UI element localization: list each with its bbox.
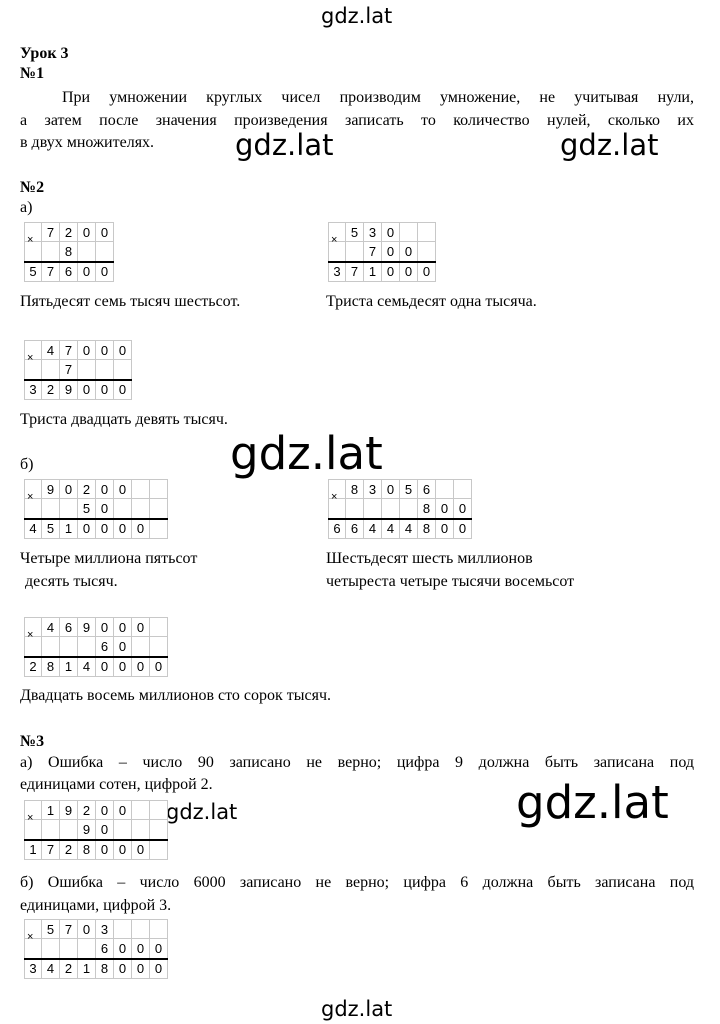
digit-cell: 0	[114, 800, 132, 820]
digit-cell: 0	[114, 840, 132, 860]
multiply-sign: ×	[331, 491, 338, 503]
calc-2b-2-words-line2: четыреста четыре тысячи восемьсот	[326, 573, 575, 590]
digit-cell: 0	[96, 499, 114, 519]
digit-cell: 7	[346, 262, 364, 282]
digit-cell: 5	[42, 919, 60, 939]
digit-cell: 0	[382, 262, 400, 282]
task3-a-line1: а) Ошибка – число 90 записано не верно; цифра 9 должна быть записана под	[20, 754, 694, 771]
calc-2a-1	[24, 222, 114, 282]
digit-cell: 0	[400, 242, 418, 262]
digit-cell: 0	[132, 959, 150, 979]
task1-line2: а затем после значения произведения записать то количество нулей, сколько их	[20, 112, 694, 129]
digit-cell: 2	[78, 479, 96, 499]
digit-cell	[114, 499, 132, 519]
digit-cell: 2	[42, 380, 60, 400]
digit-cell: 5	[346, 222, 364, 242]
calc-2a-3-words: Триста двадцать девять тысяч.	[20, 411, 228, 428]
digit-cell: 0	[150, 959, 168, 979]
task3-b-line2: единицами, цифрой 3.	[20, 897, 172, 914]
result-rule	[24, 656, 168, 658]
digit-cell: 4	[78, 657, 96, 677]
lesson-title: Урок 3	[20, 45, 69, 62]
watermark-mid-right: gdz.lat	[560, 128, 659, 162]
result-rule	[24, 261, 114, 263]
digit-cell: 0	[436, 499, 454, 519]
calc-2b-2	[328, 479, 472, 539]
digit-cell: 9	[78, 820, 96, 840]
digit-cell: 0	[132, 617, 150, 637]
digit-cell	[150, 919, 168, 939]
calc-2b-3-words: Двадцать восемь миллионов сто сорок тысяч.	[20, 687, 332, 704]
digit-cell: 1	[60, 657, 78, 677]
digit-cell: 0	[96, 380, 114, 400]
watermark-small-inline: gdz.lat	[166, 800, 238, 824]
digit-cell: 0	[436, 519, 454, 539]
result-rule	[328, 261, 436, 263]
task3-b-line1: б) Ошибка – число 6000 записано не верно; цифра 6 должна быть записана под	[20, 874, 694, 891]
digit-cell: 7	[42, 222, 60, 242]
digit-cell: 0	[96, 262, 114, 282]
digit-cell: 0	[400, 262, 418, 282]
digit-cell: 2	[60, 959, 78, 979]
digit-cell	[60, 939, 78, 959]
digit-cell	[150, 479, 168, 499]
digit-cell: 0	[114, 657, 132, 677]
digit-cell: 1	[42, 800, 60, 820]
digit-cell	[78, 939, 96, 959]
digit-cell	[150, 820, 168, 840]
digit-cell	[78, 242, 96, 262]
result-rule	[328, 518, 472, 520]
digit-cell	[42, 637, 60, 657]
digit-cell: 8	[78, 840, 96, 860]
calc-3b	[24, 919, 168, 979]
calc-2a-3	[24, 340, 132, 400]
digit-cell	[382, 499, 400, 519]
digit-cell	[60, 637, 78, 657]
digit-cell: 0	[114, 637, 132, 657]
digit-cell: 0	[132, 939, 150, 959]
digit-cell: 0	[114, 617, 132, 637]
digit-cell	[114, 820, 132, 840]
result-rule	[24, 518, 168, 520]
digit-cell	[42, 939, 60, 959]
digit-cell	[42, 820, 60, 840]
digit-cell: 7	[364, 242, 382, 262]
digit-cell: 7	[60, 340, 78, 360]
digit-cell: 5	[400, 479, 418, 499]
digit-cell	[132, 820, 150, 840]
digit-cell: 0	[78, 919, 96, 939]
digit-cell: 1	[364, 262, 382, 282]
task1-line1: При умножении круглых чисел производим умножение, не учитывая нули,	[62, 89, 694, 106]
digit-cell: 0	[382, 479, 400, 499]
digit-cell: 3	[96, 919, 114, 939]
digit-cell: 4	[400, 519, 418, 539]
multiply-sign: ×	[27, 931, 34, 943]
digit-cell	[96, 242, 114, 262]
calc-2b-3	[24, 617, 168, 677]
digit-cell: 7	[42, 262, 60, 282]
calc-2b-1-words-line1: Четыре миллиона пятьсот	[20, 550, 198, 567]
digit-cell	[436, 479, 454, 499]
digit-cell: 8	[418, 519, 436, 539]
digit-cell: 9	[78, 617, 96, 637]
digit-cell: 8	[418, 499, 436, 519]
digit-cell: 4	[42, 617, 60, 637]
watermark-bottom: gdz.lat	[321, 997, 393, 1021]
digit-cell	[150, 800, 168, 820]
digit-cell: 0	[96, 657, 114, 677]
digit-cell	[400, 499, 418, 519]
digit-cell: 6	[60, 617, 78, 637]
digit-cell: 6	[418, 479, 436, 499]
multiply-sign: ×	[27, 352, 34, 364]
digit-cell: 1	[24, 840, 42, 860]
digit-cell: 9	[60, 380, 78, 400]
task2-part-a-label: а)	[20, 199, 33, 216]
digit-cell	[364, 499, 382, 519]
calc-2a-2-words: Триста семьдесят одна тысяча.	[326, 293, 537, 310]
digit-cell: 2	[60, 840, 78, 860]
digit-cell: 2	[60, 222, 78, 242]
digit-cell	[132, 800, 150, 820]
digit-cell	[346, 499, 364, 519]
digit-cell: 0	[96, 820, 114, 840]
digit-cell	[78, 360, 96, 380]
digit-cell	[150, 499, 168, 519]
digit-cell: 0	[150, 939, 168, 959]
task3-heading: №3	[20, 733, 45, 750]
digit-cell: 0	[60, 479, 78, 499]
multiply-sign: ×	[27, 812, 34, 824]
digit-cell	[150, 519, 168, 539]
digit-cell: 5	[78, 499, 96, 519]
digit-cell: 4	[42, 959, 60, 979]
digit-cell	[78, 637, 96, 657]
digit-cell: 0	[96, 840, 114, 860]
digit-cell: 4	[364, 519, 382, 539]
watermark-mid-left: gdz.lat	[235, 128, 334, 162]
digit-cell	[42, 242, 60, 262]
digit-cell: 0	[78, 340, 96, 360]
digit-cell: 3	[364, 479, 382, 499]
multiply-sign: ×	[27, 629, 34, 641]
result-rule	[24, 379, 132, 381]
digit-cell: 0	[132, 657, 150, 677]
multiply-sign: ×	[27, 234, 34, 246]
digit-cell: 8	[96, 959, 114, 979]
digit-cell	[400, 222, 418, 242]
task1-heading: №1	[20, 65, 45, 82]
digit-cell: 3	[24, 380, 42, 400]
digit-cell: 6	[328, 519, 346, 539]
digit-cell: 0	[418, 262, 436, 282]
digit-cell: 0	[96, 800, 114, 820]
watermark-large-right: gdz.lat	[516, 776, 669, 829]
calc-2a-1-words: Пятьдесят семь тысяч шестьсот.	[20, 293, 241, 310]
digit-cell: 3	[364, 222, 382, 242]
digit-cell	[150, 637, 168, 657]
digit-cell: 6	[60, 262, 78, 282]
calc-2a-2	[328, 222, 436, 282]
watermark-top: gdz.lat	[321, 4, 393, 28]
digit-cell: 3	[24, 959, 42, 979]
digit-cell	[150, 617, 168, 637]
calc-2b-1-words-line2: десять тысяч.	[25, 573, 118, 590]
digit-cell: 0	[96, 340, 114, 360]
digit-cell: 7	[60, 360, 78, 380]
digit-cell	[42, 360, 60, 380]
digit-cell	[96, 360, 114, 380]
multiply-sign: ×	[27, 491, 34, 503]
digit-cell	[114, 919, 132, 939]
digit-cell: 0	[96, 222, 114, 242]
digit-cell: 0	[114, 340, 132, 360]
digit-cell	[132, 919, 150, 939]
multiply-sign: ×	[331, 234, 338, 246]
digit-cell	[454, 479, 472, 499]
digit-cell	[346, 242, 364, 262]
digit-cell	[114, 360, 132, 380]
digit-cell: 0	[96, 617, 114, 637]
result-rule	[24, 958, 168, 960]
digit-cell: 0	[114, 959, 132, 979]
digit-cell: 0	[114, 519, 132, 539]
digit-cell: 4	[382, 519, 400, 539]
task1-line3: в двух множителях.	[20, 134, 155, 151]
digit-cell: 0	[132, 840, 150, 860]
digit-cell: 1	[60, 519, 78, 539]
task2-part-b-label: б)	[20, 456, 34, 473]
calc-2b-2-words-line1: Шестьдесят шесть миллионов	[326, 550, 533, 567]
digit-cell: 0	[382, 242, 400, 262]
digit-cell: 6	[96, 637, 114, 657]
digit-cell	[132, 637, 150, 657]
digit-cell: 2	[24, 657, 42, 677]
digit-cell: 0	[114, 939, 132, 959]
digit-cell: 8	[60, 242, 78, 262]
result-rule	[24, 839, 168, 841]
digit-cell: 0	[96, 519, 114, 539]
digit-cell: 4	[42, 340, 60, 360]
digit-cell: 0	[96, 479, 114, 499]
digit-cell: 0	[454, 519, 472, 539]
digit-cell: 4	[24, 519, 42, 539]
digit-cell	[60, 820, 78, 840]
digit-cell: 0	[150, 657, 168, 677]
task3-a-line2: единицами сотен, цифрой 2.	[20, 776, 213, 793]
digit-cell: 0	[78, 519, 96, 539]
digit-cell: 0	[114, 479, 132, 499]
digit-cell: 9	[60, 800, 78, 820]
digit-cell: 0	[454, 499, 472, 519]
digit-cell: 8	[346, 479, 364, 499]
digit-cell	[132, 479, 150, 499]
digit-cell: 5	[24, 262, 42, 282]
digit-cell: 7	[42, 840, 60, 860]
digit-cell: 0	[78, 380, 96, 400]
digit-cell: 8	[42, 657, 60, 677]
digit-cell: 6	[96, 939, 114, 959]
digit-cell: 0	[78, 222, 96, 242]
digit-cell	[42, 499, 60, 519]
watermark-center-large: gdz.lat	[230, 427, 383, 480]
calc-3a	[24, 800, 168, 860]
digit-cell	[132, 499, 150, 519]
digit-cell: 1	[78, 959, 96, 979]
digit-cell: 3	[328, 262, 346, 282]
digit-cell: 2	[78, 800, 96, 820]
digit-cell: 0	[78, 262, 96, 282]
digit-cell: 0	[382, 222, 400, 242]
task2-heading: №2	[20, 179, 45, 196]
calc-2b-1	[24, 479, 168, 539]
digit-cell	[418, 242, 436, 262]
digit-cell: 7	[60, 919, 78, 939]
digit-cell: 5	[42, 519, 60, 539]
digit-cell	[418, 222, 436, 242]
digit-cell: 9	[42, 479, 60, 499]
digit-cell: 0	[132, 519, 150, 539]
digit-cell: 6	[346, 519, 364, 539]
digit-cell: 0	[114, 380, 132, 400]
digit-cell	[60, 499, 78, 519]
digit-cell	[150, 840, 168, 860]
